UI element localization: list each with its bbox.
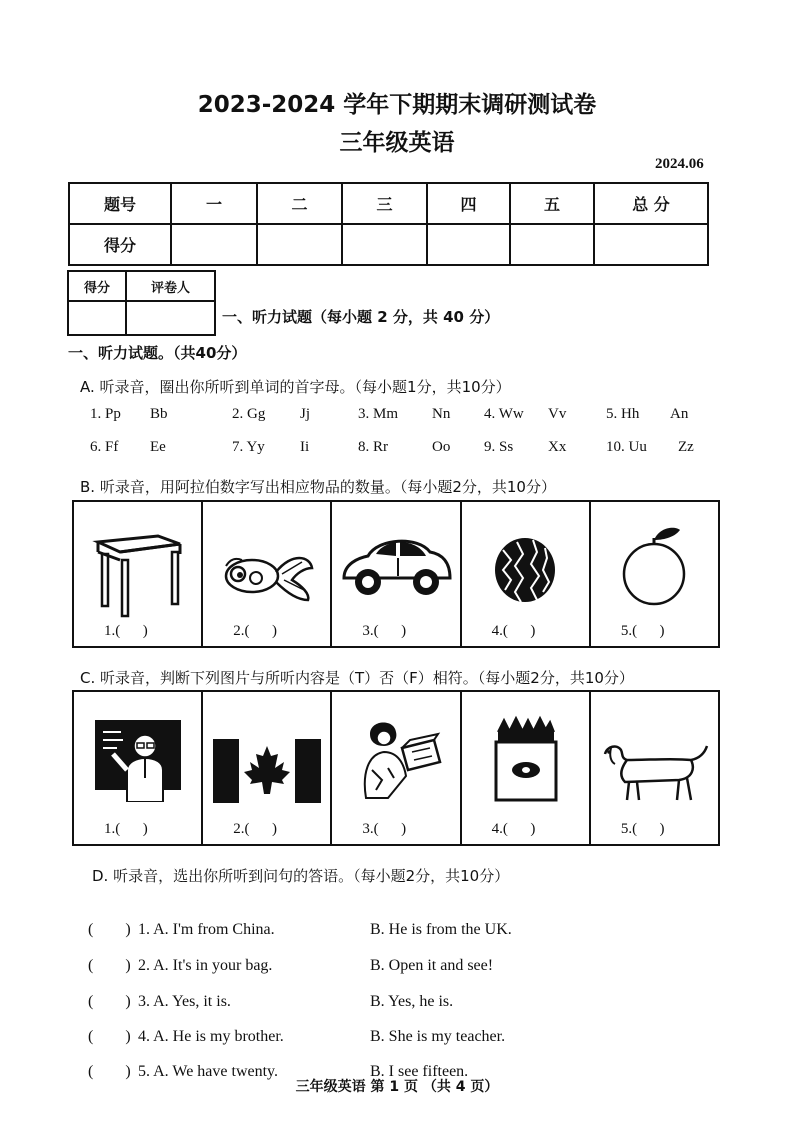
answer-blank[interactable]: 1.( ) [104,821,148,837]
picture-cell [74,692,203,844]
picture-cell [332,502,461,646]
score-blank-cell[interactable] [510,224,594,265]
score-header-cell: 总 分 [594,183,708,224]
score-table [68,182,709,266]
answer-paren[interactable]: ( ) [88,993,131,1010]
picture-cell [203,692,332,844]
part-b-instruction: B. 听录音，用阿拉伯数字写出相应物品的数量。（每小题2分，共10分） [80,478,556,496]
question-row [80,939,493,975]
letter-option[interactable]: 8. Rr [358,439,388,455]
score-header-cell: 二 [257,183,342,224]
score-blank-cell[interactable] [257,224,342,265]
grader-score-cell[interactable] [68,301,126,335]
option-b: B. Open it and see! [370,957,494,974]
picture-cell [332,692,461,844]
exam-date: 2024.06 [655,156,704,172]
watermelon-icon [485,530,565,610]
letter-option[interactable]: 9. Ss [484,439,514,455]
section-heading: 一、听力试题。（共40分） [68,344,247,362]
letter-option[interactable]: Zz [678,439,694,455]
answer-paren[interactable]: ( ) [88,1063,131,1080]
option-a: 5. A. We have twenty. [138,1063,279,1080]
goldfish-icon [212,538,322,608]
letter-option[interactable]: Jj [300,406,311,422]
letter-option[interactable]: Ii [300,439,310,455]
letter-option[interactable]: Nn [432,406,451,422]
letter-option[interactable]: 1. Pp [90,406,121,422]
picture-cell [591,502,718,646]
question-row [80,903,512,939]
grader-score-label: 得分 [68,271,126,301]
option-a: 2. A. It's in your bag. [138,957,273,974]
letter-option[interactable]: Ee [150,439,166,455]
letter-option[interactable]: 5. Hh [606,406,640,422]
letter-option[interactable]: 6. Ff [90,439,119,455]
score-row-label: 得分 [69,224,171,265]
score-blank-cell[interactable] [427,224,510,265]
part-a-instruction: A. 听录音，圈出你所听到单词的首字母。（每小题1分，共10分） [80,378,511,396]
letter-option[interactable]: Xx [548,439,567,455]
exam-title: 2023-2024 学年下期期末调研测试卷 [197,92,597,118]
score-header-cell: 四 [427,183,510,224]
option-a: 3. A. Yes, it is. [138,993,231,1010]
option-a: 4. A. He is my brother. [138,1028,284,1045]
answer-blank[interactable]: 3.( ) [362,821,407,837]
letter-option[interactable]: An [670,406,689,422]
option-b: B. I see fifteen. [370,1063,469,1080]
answer-blank[interactable]: 4.( ) [491,821,536,837]
answer-paren[interactable]: ( ) [88,1028,131,1045]
answer-blank[interactable]: 2.( ) [233,623,277,639]
letter-option[interactable]: 10. Uu [606,439,647,455]
option-b: B. Yes, he is. [370,993,454,1010]
answer-paren[interactable]: ( ) [88,957,131,974]
score-header-cell: 一 [171,183,257,224]
table-icon [88,530,188,620]
score-header-cell: 五 [510,183,594,224]
picture-cell [203,502,332,646]
letter-option[interactable]: 4. Ww [484,406,524,422]
letter-option[interactable]: 7. Yy [232,439,265,455]
answer-blank[interactable]: 2.( ) [233,821,277,837]
answer-blank[interactable]: 1.( ) [104,623,148,639]
part-c-picture-row [72,690,720,846]
section-heading-boxed: 一、听力试题（每小题 2 分，共 40 分） [222,308,500,326]
picture-cell [462,502,591,646]
picture-cell [74,502,203,646]
answer-blank[interactable]: 5.( ) [620,821,665,837]
option-b: B. He is from the UK. [370,921,512,938]
girl-with-box-icon [348,714,444,804]
answer-blank[interactable]: 5.( ) [620,623,665,639]
answer-paren[interactable]: ( ) [88,921,131,938]
page-footer: 三年级英语 第 1 页 （共 4 页） [295,1079,499,1095]
car-icon [338,532,454,602]
crayons-icon [490,714,560,804]
score-blank-cell[interactable] [171,224,257,265]
picture-cell [591,692,718,844]
score-blank-cell[interactable] [594,224,708,265]
grader-name-label: 评卷人 [126,271,215,301]
teacher-icon [93,718,183,802]
score-header-cell: 题号 [69,183,171,224]
letter-option[interactable]: Vv [548,406,567,422]
letter-option[interactable]: 3. Mm [358,406,399,422]
orange-icon [614,522,694,612]
picture-cell [462,692,591,844]
score-header-cell: 三 [342,183,427,224]
letter-option[interactable]: Bb [150,406,168,422]
part-d-instruction: D. 听录音，选出你所听到问句的答语。（每小题2分，共10分） [92,867,510,885]
canada-flag-icon [212,738,322,804]
option-a: 1. A. I'm from China. [138,921,275,938]
letter-option[interactable]: Oo [432,439,451,455]
exam-subtitle: 三年级英语 [339,130,455,156]
answer-blank[interactable]: 4.( ) [491,623,536,639]
question-row [80,975,453,1011]
grader-table [67,270,216,336]
answer-blank[interactable]: 3.( ) [362,623,407,639]
question-row [80,1010,505,1046]
option-b: B. She is my teacher. [370,1028,506,1045]
grader-name-cell[interactable] [126,301,215,335]
dog-icon [599,738,709,808]
part-b-picture-row [72,500,720,648]
letter-option[interactable]: 2. Gg [232,406,266,422]
score-blank-cell[interactable] [342,224,427,265]
part-c-instruction: C. 听录音，判断下列图片与所听内容是（T）否（F）相符。（每小题2分，共10分） [80,669,634,687]
